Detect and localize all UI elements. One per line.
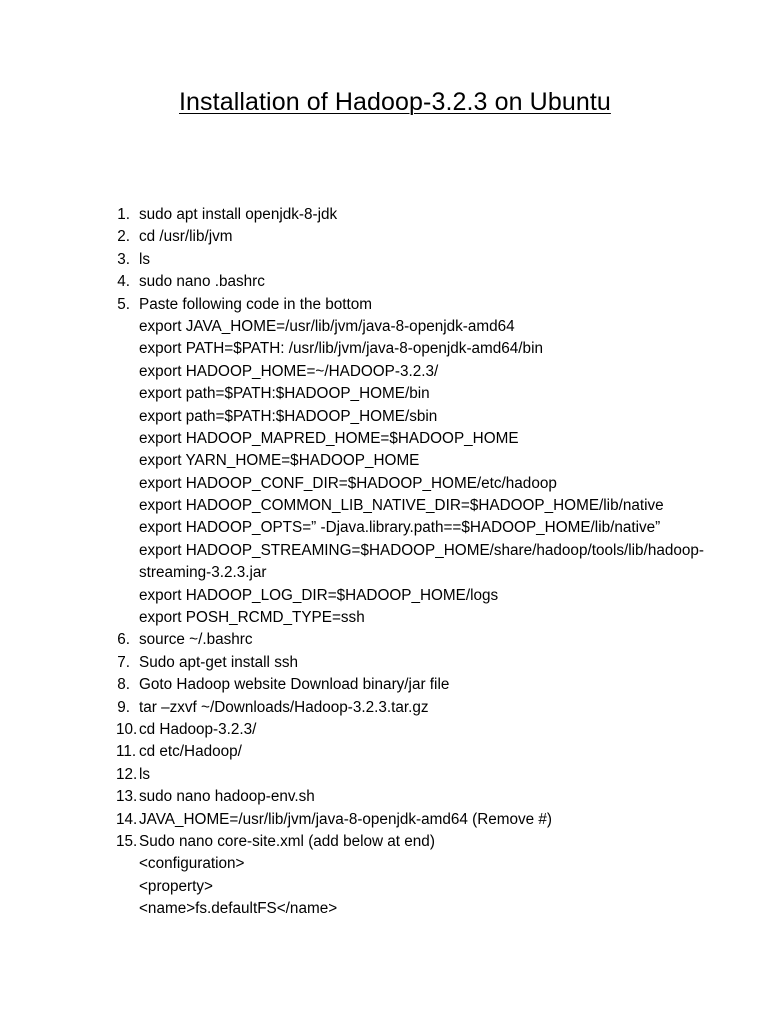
code-text: export HADOOP_MAPRED_HOME=$HADOOP_HOME xyxy=(139,429,519,447)
list-item xyxy=(0,831,768,853)
list-item xyxy=(0,629,768,651)
code-line xyxy=(0,876,768,898)
code-line xyxy=(0,473,768,495)
code-text: export path=$PATH:$HADOOP_HOME/bin xyxy=(139,385,430,403)
list-number: 4. xyxy=(117,273,130,291)
list-text: source ~/.bashrc xyxy=(139,631,253,649)
list-item xyxy=(0,764,768,786)
list-number: 6. xyxy=(117,631,130,649)
list-item xyxy=(0,786,768,808)
code-text: export PATH=$PATH: /usr/lib/jvm/java-8-openjdk-amd64/bin xyxy=(139,340,543,358)
list-text: cd /usr/lib/jvm xyxy=(139,228,233,246)
list-item xyxy=(0,294,768,316)
list-item xyxy=(0,809,768,831)
code-line xyxy=(0,562,768,584)
list-number: 5. xyxy=(117,295,130,313)
list-number: 12. xyxy=(116,765,138,783)
list-number: 9. xyxy=(117,698,130,716)
code-text: export HADOOP_CONF_DIR=$HADOOP_HOME/etc/hadoop xyxy=(139,474,557,492)
list-number: 8. xyxy=(117,676,130,694)
list-number: 3. xyxy=(117,250,130,268)
code-line xyxy=(0,450,768,472)
list-number: 11. xyxy=(116,743,137,761)
code-line xyxy=(0,383,768,405)
list-text: ls xyxy=(139,250,151,268)
list-text: sudo nano hadoop-env.sh xyxy=(139,788,315,806)
code-line xyxy=(0,898,768,920)
code-text: export path=$PATH:$HADOOP_HOME/sbin xyxy=(139,407,438,425)
list-item xyxy=(0,674,768,696)
list-text: sudo nano .bashrc xyxy=(139,273,265,291)
code-line xyxy=(0,338,768,360)
list-number: 14. xyxy=(116,810,138,828)
list-text: sudo apt install openjdk-8-jdk xyxy=(139,206,338,223)
list-item xyxy=(0,652,768,674)
list-number: 7. xyxy=(117,653,130,671)
list-number: 13. xyxy=(116,788,138,806)
code-line xyxy=(0,361,768,383)
code-text: export POSH_RCMD_TYPE=ssh xyxy=(139,609,365,627)
list-item xyxy=(0,249,768,271)
list-item xyxy=(0,719,768,741)
code-text: streaming-3.2.3.jar xyxy=(139,564,267,582)
list-item xyxy=(0,226,768,248)
list-text: tar –zxvf ~/Downloads/Hadoop-3.2.3.tar.gz xyxy=(139,698,429,716)
code-text: <configuration> xyxy=(139,855,245,873)
list-item xyxy=(0,697,768,719)
code-line xyxy=(0,428,768,450)
code-text: <name>fs.defaultFS</name> xyxy=(139,900,338,918)
code-text: export YARN_HOME=$HADOOP_HOME xyxy=(139,452,420,470)
list-text: cd etc/Hadoop/ xyxy=(139,743,242,761)
list-text: ls xyxy=(139,765,151,783)
list-number: 10. xyxy=(116,720,138,738)
code-line xyxy=(0,517,768,539)
code-line xyxy=(0,853,768,875)
list-text: Goto Hadoop website Download binary/jar file xyxy=(139,676,450,694)
code-text: export HADOOP_COMMON_LIB_NATIVE_DIR=$HADOOP_HOME/lib/native xyxy=(139,497,664,515)
code-text: export JAVA_HOME=/usr/lib/jvm/java-8-openjdk-amd64 xyxy=(139,317,515,335)
list-item xyxy=(0,271,768,293)
code-text: <property> xyxy=(139,877,213,895)
code-line xyxy=(0,607,768,629)
list-text: cd Hadoop-3.2.3/ xyxy=(139,720,257,738)
list-text: Sudo nano core-site.xml (add below at end) xyxy=(139,832,435,850)
code-line xyxy=(0,495,768,517)
list-number: 1. xyxy=(117,206,130,223)
code-text: export HADOOP_LOG_DIR=$HADOOP_HOME/logs xyxy=(139,586,499,604)
list-number: 2. xyxy=(117,228,130,246)
list-text: JAVA_HOME=/usr/lib/jvm/java-8-openjdk-amd64 (Remove #) xyxy=(139,810,553,828)
list-item xyxy=(0,741,768,763)
code-line xyxy=(0,540,768,562)
code-line xyxy=(0,585,768,607)
code-line xyxy=(0,406,768,428)
list-item xyxy=(0,204,768,226)
code-line xyxy=(0,316,768,338)
code-text: export HADOOP_STREAMING=$HADOOP_HOME/share/hadoop/tools/lib/hadoop- xyxy=(139,541,704,559)
list-text: Sudo apt-get install ssh xyxy=(139,653,299,671)
list-number: 15. xyxy=(116,832,138,850)
list-text: Paste following code in the bottom xyxy=(139,295,372,313)
document-title: Installation of Hadoop-3.2.3 on Ubuntu xyxy=(179,88,611,116)
code-text: export HADOOP_HOME=~/HADOOP-3.2.3/ xyxy=(139,362,439,380)
instruction-list xyxy=(0,204,768,921)
code-text: export HADOOP_OPTS=” -Djava.library.path==$HADOOP_HOME/lib/native” xyxy=(139,519,661,537)
